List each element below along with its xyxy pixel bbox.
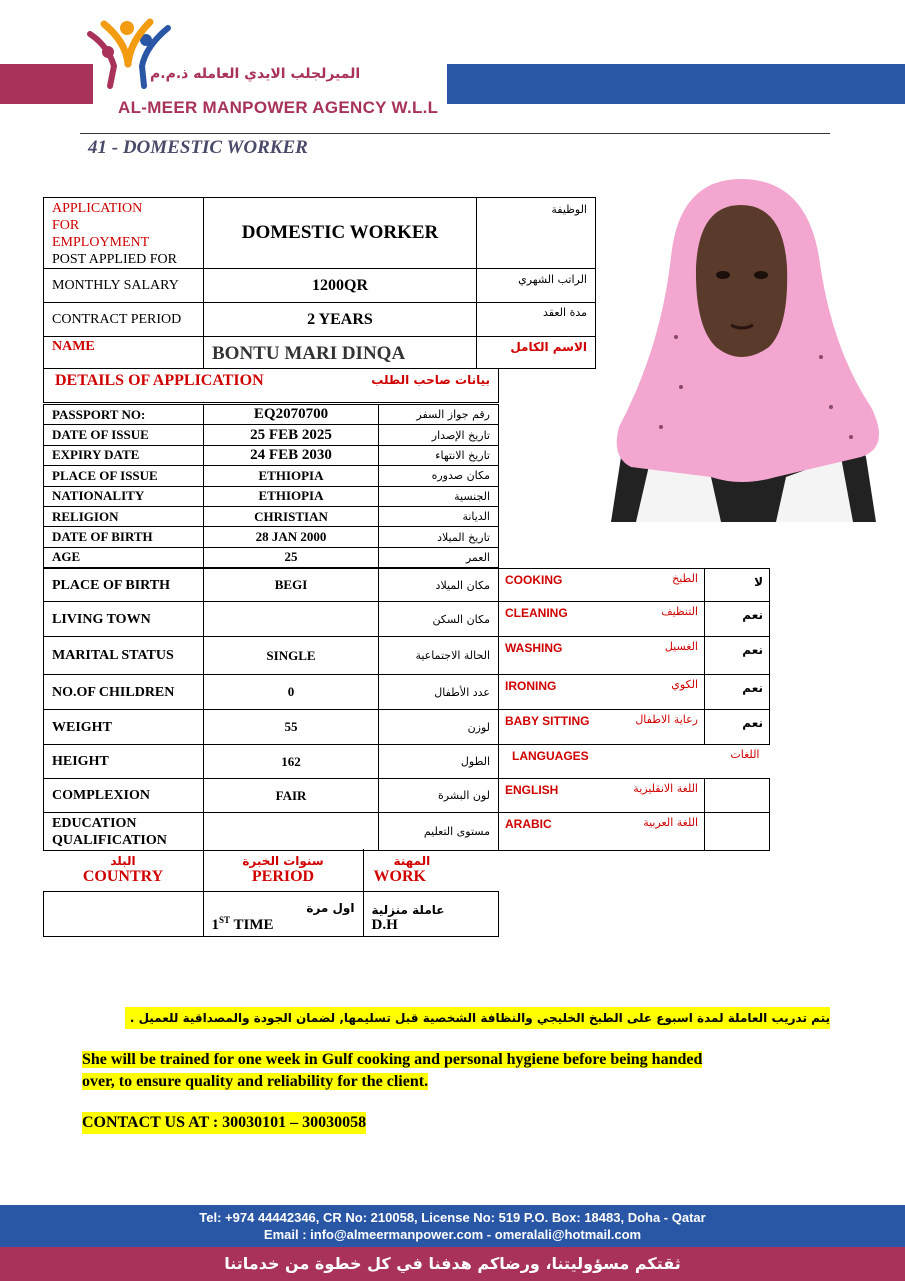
salary-label-ar: الراتب الشهري: [477, 269, 596, 303]
doc-number: 41: [88, 137, 107, 158]
detail-row: [44, 527, 499, 547]
details-heading: DETAILS OF APPLICATION: [55, 372, 264, 389]
skill-cell: [499, 602, 705, 637]
detail-label: DATE OF ISSUE: [44, 425, 204, 445]
detail-label: PLACE OF BIRTH: [44, 569, 204, 602]
logo-english-name: AL-MEER MANPOWER AGENCY W.L.L: [118, 98, 439, 117]
detail-label: HEIGHT: [44, 745, 204, 779]
detail-label: COMPLEXION: [44, 779, 204, 813]
detail-row: [44, 486, 499, 506]
detail-row: [44, 779, 499, 813]
skill-answer: لا: [705, 569, 770, 602]
detail-value: [204, 813, 379, 851]
detail-value: EQ2070700: [204, 405, 379, 425]
detail-row: [44, 675, 499, 710]
salary-label: MONTHLY SALARY: [44, 269, 204, 303]
language-answer: [705, 813, 770, 851]
detail-value: FAIR: [204, 779, 379, 813]
skill-label-ar: رعاية الاطفال: [635, 713, 698, 726]
skill-label: COOKING: [505, 573, 563, 587]
detail-label-ar: رقم جواز السفر: [379, 405, 499, 425]
contract-value: 2 YEARS: [204, 303, 477, 337]
period-value-text: TIME: [230, 916, 274, 933]
skill-row: [499, 637, 770, 675]
skill-answer: نعم: [705, 637, 770, 675]
contract-label-ar: مدة العقد: [477, 303, 596, 337]
details-heading-box: [43, 369, 499, 403]
skills-table: [498, 568, 770, 851]
page-title: [88, 137, 308, 159]
skill-label-ar: الغسيل: [664, 640, 698, 653]
application-label-cell: [44, 198, 204, 269]
skill-answer: نعم: [705, 710, 770, 745]
detail-label: EDUCATION QUALIFICATION: [44, 813, 204, 851]
country-header-en: COUNTRY: [82, 867, 164, 885]
detail-label-ar: لوزن: [379, 710, 499, 745]
skill-answer: نعم: [705, 602, 770, 637]
application-table: [43, 197, 596, 369]
detail-value: 28 JAN 2000: [204, 527, 379, 547]
skill-row: [499, 710, 770, 745]
work-header-ar: المهنة: [393, 853, 431, 868]
experience-table: [43, 849, 499, 937]
skill-label: CLEANING: [505, 606, 568, 620]
period-value: [203, 891, 363, 936]
footer-contact: [0, 1205, 905, 1247]
detail-label-ar: تاريخ الانتهاء: [379, 445, 499, 465]
post-applied-label: POST APPLIED FOR: [52, 252, 178, 267]
contact-line: CONTACT US AT : 30030101 – 30030058: [82, 1112, 366, 1134]
header-divider: [80, 133, 830, 134]
skill-label: WASHING: [505, 641, 563, 655]
skill-cell: [499, 569, 705, 602]
detail-value: 0: [204, 675, 379, 710]
detail-row: [44, 547, 499, 567]
languages-label: LANGUAGES: [512, 749, 589, 763]
languages-header: [499, 745, 770, 779]
name-label: NAME: [44, 337, 204, 369]
note-arabic: يتم تدريب العاملة لمدة اسبوع على الطبخ الخليجي والنظافة الشخصية قبل تسليمها, لضمان الجودة والمصداقية للعميل .: [125, 1007, 830, 1029]
skill-label: IRONING: [505, 679, 557, 693]
period-value-sup: ST: [219, 914, 231, 925]
language-row: [499, 779, 770, 813]
skill-row: [499, 569, 770, 602]
country-header: [44, 849, 204, 891]
skill-label: BABY SITTING: [505, 714, 590, 728]
detail-label: RELIGION: [44, 506, 204, 526]
detail-row: [44, 506, 499, 526]
language-cell: [499, 779, 705, 813]
name-label-ar: الاسم الكامل: [477, 337, 596, 369]
details-heading-ar: بيانات صاحب الطلب: [371, 373, 490, 387]
detail-label: LIVING TOWN: [44, 602, 204, 637]
detail-row: [44, 745, 499, 779]
salary-value: 1200QR: [204, 269, 477, 303]
language-label: ARABIC: [505, 817, 552, 831]
detail-value: 162: [204, 745, 379, 779]
detail-value: 25 FEB 2025: [204, 425, 379, 445]
work-value-ar: عاملة منزلية: [371, 902, 445, 917]
detail-label-ar: الطول: [379, 745, 499, 779]
work-value: [363, 891, 499, 936]
country-value: [44, 891, 204, 936]
note-english: [82, 1049, 702, 1093]
detail-value: BEGI: [204, 569, 379, 602]
detail-value: 24 FEB 2030: [204, 445, 379, 465]
detail-row: [44, 569, 499, 602]
header-bar-right: [447, 64, 905, 104]
period-value-number: 1: [211, 916, 219, 933]
detail-row: [44, 405, 499, 425]
detail-row: [44, 445, 499, 465]
period-header: [203, 849, 363, 891]
detail-label-ar: مكان الميلاد: [379, 569, 499, 602]
skill-cell: [499, 675, 705, 710]
country-header-ar: البلد: [110, 853, 136, 868]
detail-value: CHRISTIAN: [204, 506, 379, 526]
language-cell: [499, 813, 705, 851]
language-answer: [705, 779, 770, 813]
work-header-en: WORK: [373, 867, 426, 885]
detail-row: [44, 813, 499, 851]
detail-label: MARITAL STATUS: [44, 637, 204, 675]
detail-label-ar: العمر: [379, 547, 499, 567]
post-label-ar: الوظيفة: [477, 198, 596, 269]
application-label: APPLICATION FOR EMPLOYMENT: [52, 201, 150, 250]
post-value: DOMESTIC WORKER: [204, 198, 477, 269]
doc-title-text: - DOMESTIC WORKER: [111, 137, 308, 158]
period-header-ar: سنوات الخبرة: [242, 853, 324, 868]
detail-label-ar: لون البشرة: [379, 779, 499, 813]
work-header: [363, 849, 499, 891]
detail-row: [44, 602, 499, 637]
skill-label-ar: الكوي: [671, 678, 698, 691]
footer-line1: Tel: +974 44442346, CR No: 210058, License No: 519 P.O. Box: 18483, Doha - Qatar: [199, 1210, 706, 1225]
detail-value: 55: [204, 710, 379, 745]
detail-value: ETHIOPIA: [204, 466, 379, 486]
period-value-ar: اول مرة: [306, 900, 355, 915]
skill-row: [499, 602, 770, 637]
skill-label-ar: التنظيف: [661, 605, 698, 618]
period-header-en: PERIOD: [251, 867, 315, 885]
detail-label-ar: عدد الأطفال: [379, 675, 499, 710]
details-table-2: [43, 568, 499, 851]
detail-label: WEIGHT: [44, 710, 204, 745]
work-value-en: D.H: [371, 916, 398, 933]
skill-cell: [499, 710, 705, 745]
detail-label-ar: تاريخ الإصدار: [379, 425, 499, 445]
detail-label: EXPIRY DATE: [44, 445, 204, 465]
detail-value: [204, 602, 379, 637]
detail-label-ar: الديانة: [379, 506, 499, 526]
language-row: [499, 813, 770, 851]
detail-row: [44, 425, 499, 445]
header-bar-left: [0, 64, 93, 104]
detail-value: ETHIOPIA: [204, 486, 379, 506]
detail-row: [44, 466, 499, 486]
detail-label-ar: تاريخ الميلاد: [379, 527, 499, 547]
detail-label: DATE OF BIRTH: [44, 527, 204, 547]
details-table: [43, 404, 499, 568]
contract-label: CONTRACT PERIOD: [44, 303, 204, 337]
note-english-line2: over, to ensure quality and reliability for the client.: [82, 1073, 429, 1090]
languages-header-row: [499, 745, 770, 779]
detail-label-ar: مكان صدوره: [379, 466, 499, 486]
language-label-ar: اللغة العربية: [643, 816, 698, 829]
skill-label-ar: الطبخ: [672, 572, 698, 585]
skill-cell: [499, 637, 705, 675]
language-label: ENGLISH: [505, 783, 559, 797]
detail-label: NATIONALITY: [44, 486, 204, 506]
detail-label-ar: مستوى التعليم: [379, 813, 499, 851]
detail-value: 25: [204, 547, 379, 567]
language-label-ar: اللغة الانقليزية: [633, 782, 698, 795]
skill-answer: نعم: [705, 675, 770, 710]
footer-slogan: ثقتكم مسؤوليتنا، ورضاكم هدفنا في كل خطوة من خدماتنا: [0, 1247, 905, 1281]
name-value: BONTU MARI DINQA: [204, 337, 477, 369]
skill-row: [499, 675, 770, 710]
detail-label: PASSPORT NO:: [44, 405, 204, 425]
footer-line2: Email : info@almeermanpower.com - omeralali@hotmail.com: [263, 1227, 642, 1242]
candidate-photo: [591, 157, 891, 522]
detail-label: NO.OF CHILDREN: [44, 675, 204, 710]
languages-label-ar: اللغات: [730, 748, 760, 761]
detail-label-ar: الحالة الاجتماعية: [379, 637, 499, 675]
detail-row: [44, 637, 499, 675]
detail-label: PLACE OF ISSUE: [44, 466, 204, 486]
detail-row: [44, 710, 499, 745]
detail-label-ar: الجنسية: [379, 486, 499, 506]
detail-label-ar: مكان السكن: [379, 602, 499, 637]
note-english-line1: She will be trained for one week in Gulf cooking and personal hygiene before being handed: [82, 1051, 703, 1068]
detail-value: SINGLE: [204, 637, 379, 675]
logo-arabic-name: الميرلجلب الايدي العامله ذ.م.م: [150, 66, 361, 82]
detail-label: AGE: [44, 547, 204, 567]
